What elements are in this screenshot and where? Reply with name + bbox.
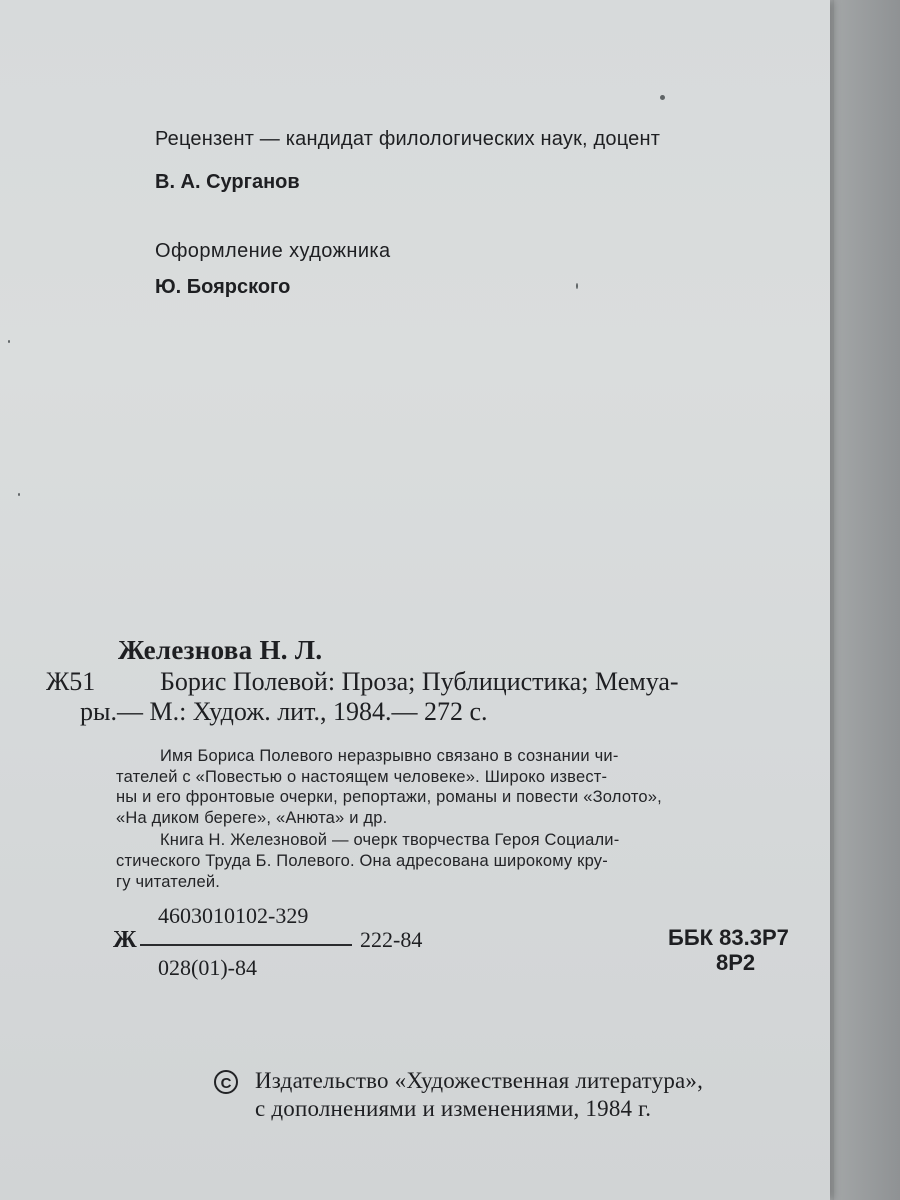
annotation-line: Книга Н. Железновой — очерк творчества Героя Социали- xyxy=(160,831,620,849)
bbk-code-secondary: 8Р2 xyxy=(716,950,756,975)
copyright-icon: C xyxy=(214,1070,238,1094)
author-heading: Железнова Н. Л. xyxy=(118,635,323,665)
annotation-line: Имя Бориса Полевого неразрывно связано в сознании чи- xyxy=(160,747,619,765)
annotation-line: «На диком береге», «Анюта» и др. xyxy=(116,809,388,827)
classification-code-right: 222-84 xyxy=(360,927,423,952)
reviewer-role: Рецензент — кандидат филологических наук, доцент xyxy=(155,128,661,150)
copyright-line-1: Издательство «Художественная литература», xyxy=(255,1068,704,1093)
paper-speck xyxy=(576,283,578,289)
designer-role: Оформление художника xyxy=(155,240,391,262)
next-page-edge xyxy=(834,0,900,1200)
copyright-line-2: с дополнениями и изменениями, 1984 г. xyxy=(255,1096,652,1121)
fraction-line xyxy=(140,944,352,946)
annotation-line: стического Труда Б. Полевого. Она адресована широкому кру- xyxy=(116,852,608,870)
reviewer-name: В. А. Сурганов xyxy=(155,171,300,193)
paper-speck xyxy=(18,493,20,496)
annotation-line: ны и его фронтовые очерки, репортажи, романы и повести «Золото», xyxy=(116,788,662,806)
entry-line-1: Борис Полевой: Проза; Публицистика; Мемуа- xyxy=(160,667,679,696)
classification-code-bottom: 028(01)-84 xyxy=(158,955,257,980)
bbk-code: ББК 83.3Р7 xyxy=(668,925,789,950)
paper-speck xyxy=(8,340,10,343)
classification-prefix: Ж xyxy=(113,927,137,953)
classification-code-top: 4603010102-329 xyxy=(158,903,309,928)
annotation-line: тателей с «Повестью о настоящем человеке». Широко извест- xyxy=(116,768,608,786)
entry-line-2: ры.— М.: Худож. лит., 1984.— 272 с. xyxy=(80,697,488,726)
paper-speck xyxy=(660,95,665,100)
designer-name: Ю. Боярского xyxy=(155,276,291,298)
catalog-code: Ж51 xyxy=(46,667,96,696)
annotation-line: гу читателей. xyxy=(116,873,221,891)
